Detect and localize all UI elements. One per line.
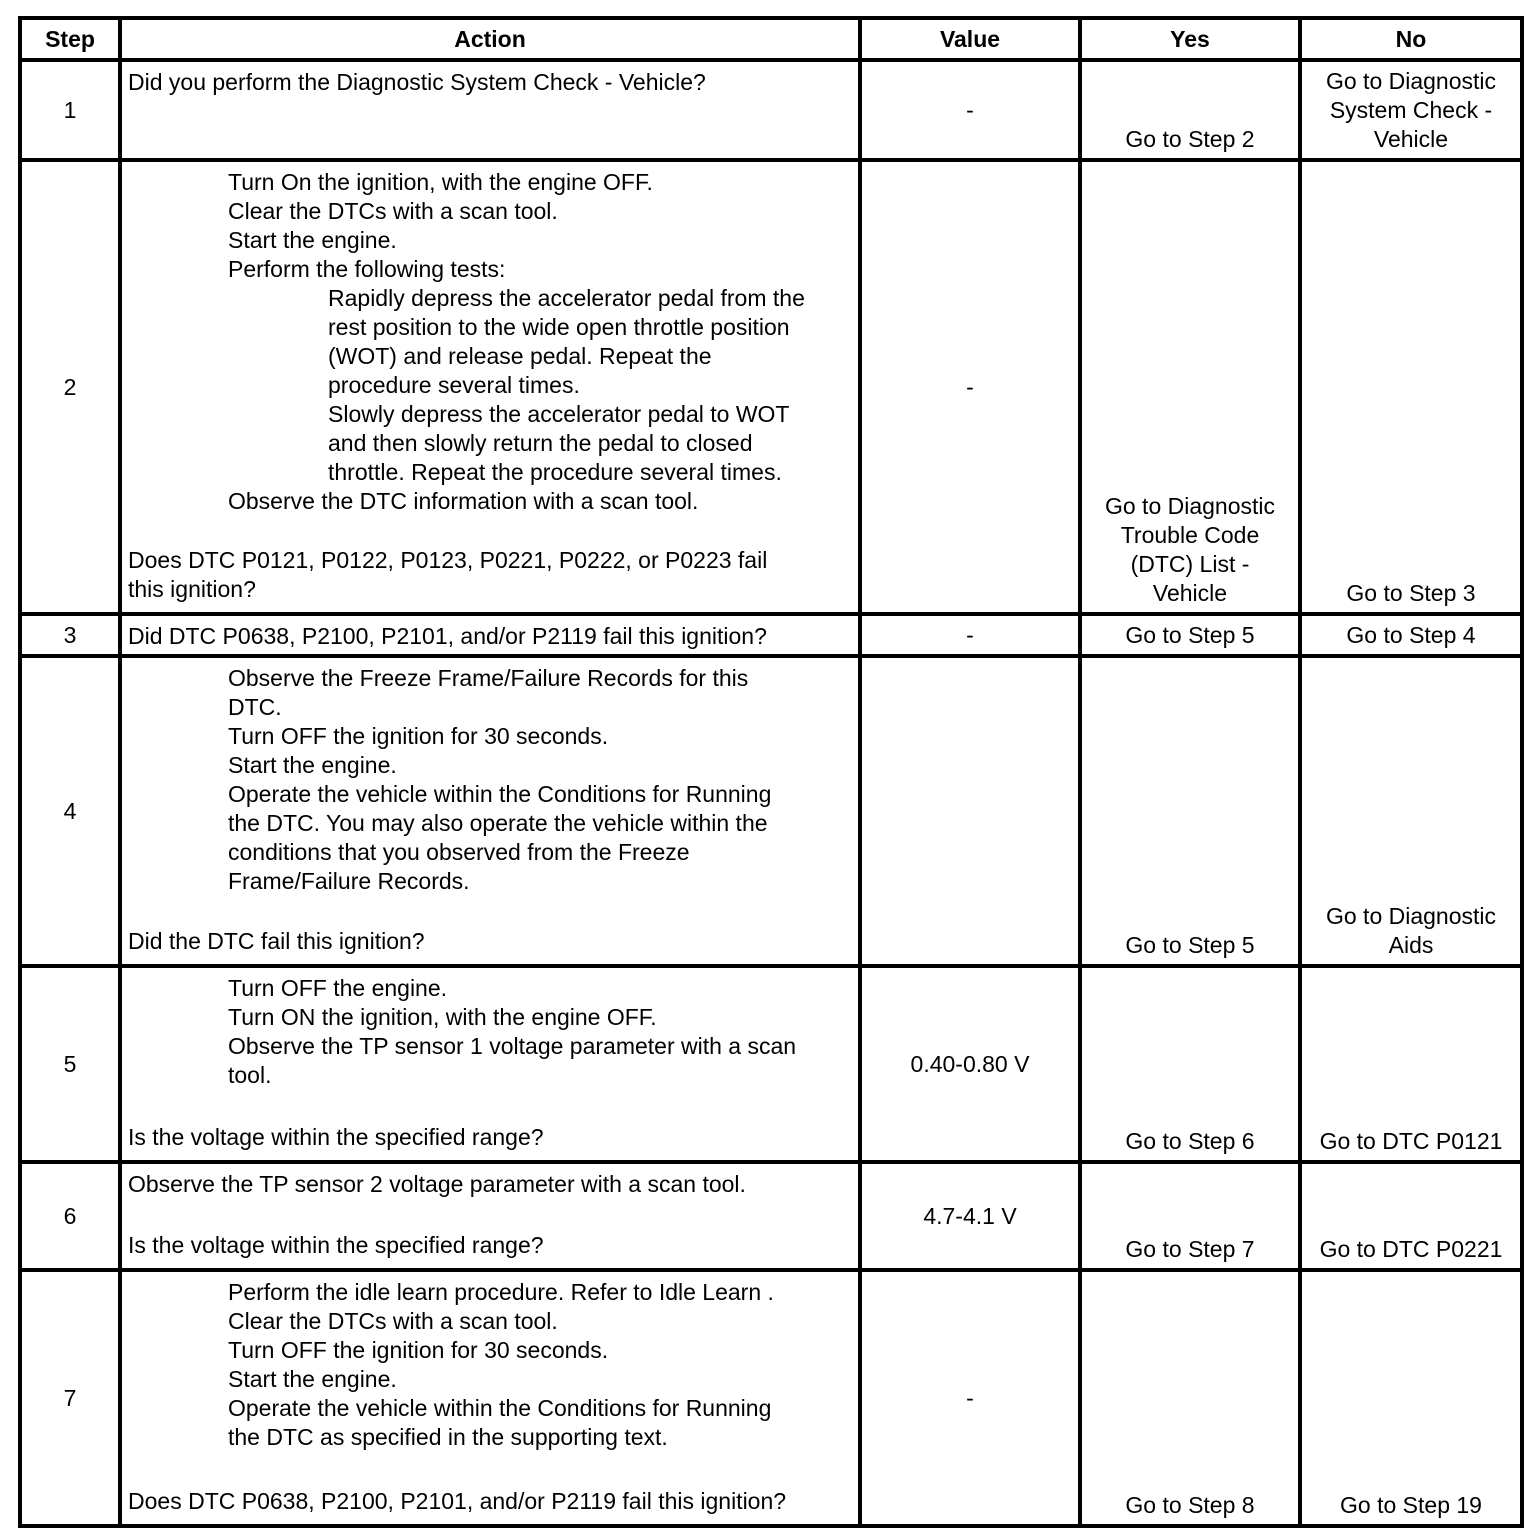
header-action: Action <box>120 18 860 60</box>
action-cell <box>120 160 860 614</box>
action-question <box>128 1231 852 1260</box>
action-step-line: the DTC as specified in the supporting text. <box>228 1424 668 1450</box>
table-row <box>20 656 1522 966</box>
action-step-line: Perform the idle learn procedure. Refer to Idle Learn . <box>228 1279 774 1305</box>
action-question <box>128 622 852 651</box>
no-cell <box>1300 656 1522 966</box>
action-step-line: Observe the DTC information with a scan tool. <box>228 488 699 514</box>
table-row <box>20 966 1522 1162</box>
action-step-line: rest position to the wide open throttle position <box>328 314 790 340</box>
action-cell <box>120 656 860 966</box>
action-step-line: Frame/Failure Records. <box>228 868 470 894</box>
step-cell: 2 <box>20 160 120 614</box>
table-body <box>20 60 1522 1526</box>
table-row <box>20 614 1522 656</box>
action-step-line: Clear the DTCs with a scan tool. <box>228 198 558 224</box>
action-cell <box>120 1270 860 1526</box>
question-line: Is the voltage within the specified range? <box>128 1124 544 1150</box>
action-step-line: Operate the vehicle within the Conditions for Running <box>228 781 772 807</box>
yes-cell: Go to Step 5 <box>1080 614 1300 656</box>
action-question <box>128 546 852 604</box>
no-cell: Go to Step 19 <box>1300 1270 1522 1526</box>
action-step-line: Turn OFF the ignition for 30 seconds. <box>228 723 609 749</box>
action-step-line: Rapidly depress the accelerator pedal from the <box>328 285 805 311</box>
no-line: System Check - <box>1329 97 1493 123</box>
action-step-line: Start the engine. <box>228 1366 397 1392</box>
header-row <box>20 18 1522 60</box>
action-step-line: throttle. Repeat the procedure several times. <box>328 459 782 485</box>
action-cell <box>120 60 860 160</box>
yes-line: Vehicle <box>1152 580 1228 606</box>
no-cell: Go to DTC P0121 <box>1300 966 1522 1162</box>
action-cell <box>120 1162 860 1270</box>
yes-line: (DTC) List - <box>1130 551 1250 577</box>
value-cell: - <box>860 60 1080 160</box>
action-cell <box>120 966 860 1162</box>
table-row <box>20 1270 1522 1526</box>
yes-cell: Go to Step 5 <box>1080 656 1300 966</box>
question-line: Did you perform the Diagnostic System Check - Vehicle? <box>128 69 706 95</box>
action-step-line: tool. <box>228 1062 272 1088</box>
action-step-line: Slowly depress the accelerator pedal to WOT <box>328 401 790 427</box>
action-step-line: Clear the DTCs with a scan tool. <box>228 1308 558 1334</box>
action-step-line: Start the engine. <box>228 227 397 253</box>
yes-cell: Go to Step 7 <box>1080 1162 1300 1270</box>
value-cell: - <box>860 160 1080 614</box>
step-cell: 5 <box>20 966 120 1162</box>
no-cell: Go to DTC P0221 <box>1300 1162 1522 1270</box>
no-line: Go to Diagnostic <box>1325 903 1497 929</box>
question-line: Did DTC P0638, P2100, P2101, and/or P2119 fail this ignition? <box>128 623 767 649</box>
step-cell: 1 <box>20 60 120 160</box>
question-line: this ignition? <box>128 576 256 602</box>
action-step-line: Turn OFF the ignition for 30 seconds. <box>228 1337 609 1363</box>
question-line: Did the DTC fail this ignition? <box>128 928 425 954</box>
no-line: Vehicle <box>1373 126 1449 152</box>
action-step-line: Start the engine. <box>228 752 397 778</box>
value-cell: - <box>860 614 1080 656</box>
step-cell: 7 <box>20 1270 120 1526</box>
action-step-line: Observe the TP sensor 2 voltage parameter with a scan tool. <box>128 1171 746 1197</box>
yes-cell: Go to Step 2 <box>1080 60 1300 160</box>
header-no: No <box>1300 18 1522 60</box>
value-cell <box>860 656 1080 966</box>
step-cell: 6 <box>20 1162 120 1270</box>
action-step-line: Observe the Freeze Frame/Failure Records for this <box>228 665 749 691</box>
action-question <box>128 927 852 956</box>
action-step-line: Operate the vehicle within the Conditions for Running <box>228 1395 772 1421</box>
question-line: Does DTC P0121, P0122, P0123, P0221, P0222, or P0223 fail <box>128 547 768 573</box>
no-line: Go to Diagnostic <box>1325 68 1497 94</box>
step-cell: 4 <box>20 656 120 966</box>
yes-cell <box>1080 160 1300 614</box>
yes-cell: Go to Step 6 <box>1080 966 1300 1162</box>
diagnostic-table <box>18 16 1524 1528</box>
action-step-line: DTC. <box>228 694 282 720</box>
action-question <box>128 68 852 97</box>
value-cell: 4.7-4.1 V <box>860 1162 1080 1270</box>
table-row <box>20 1162 1522 1270</box>
action-step-line: and then slowly return the pedal to closed <box>328 430 753 456</box>
action-cell <box>120 614 860 656</box>
action-step-line: conditions that you observed from the Freeze <box>228 839 690 865</box>
step-cell: 3 <box>20 614 120 656</box>
yes-line: Go to Diagnostic <box>1104 493 1276 519</box>
action-question <box>128 1487 852 1516</box>
action-step-line: Turn On the ignition, with the engine OFF. <box>228 169 653 195</box>
action-step-line: Turn OFF the engine. <box>228 975 448 1001</box>
value-cell: - <box>860 1270 1080 1526</box>
value-cell: 0.40-0.80 V <box>860 966 1080 1162</box>
action-step-line: procedure several times. <box>328 372 580 398</box>
action-step-line: Observe the TP sensor 1 voltage parameter with a scan <box>228 1033 797 1059</box>
action-step-line: Perform the following tests: <box>228 256 506 282</box>
action-question <box>128 1123 852 1152</box>
question-line: Does DTC P0638, P2100, P2101, and/or P2119 fail this ignition? <box>128 1488 787 1514</box>
no-cell <box>1300 60 1522 160</box>
action-step-line: the DTC. You may also operate the vehicle within the <box>228 810 768 836</box>
header-step: Step <box>20 18 120 60</box>
table-row <box>20 60 1522 160</box>
question-line: Is the voltage within the specified range? <box>128 1232 544 1258</box>
action-step-line: Turn ON the ignition, with the engine OFF. <box>228 1004 657 1030</box>
no-line: Aids <box>1388 932 1434 958</box>
action-step-line: (WOT) and release pedal. Repeat the <box>328 343 712 369</box>
yes-cell: Go to Step 8 <box>1080 1270 1300 1526</box>
header-value: Value <box>860 18 1080 60</box>
no-cell: Go to Step 4 <box>1300 614 1522 656</box>
yes-line: Trouble Code <box>1120 522 1260 548</box>
table-row <box>20 160 1522 614</box>
no-cell: Go to Step 3 <box>1300 160 1522 614</box>
header-yes: Yes <box>1080 18 1300 60</box>
